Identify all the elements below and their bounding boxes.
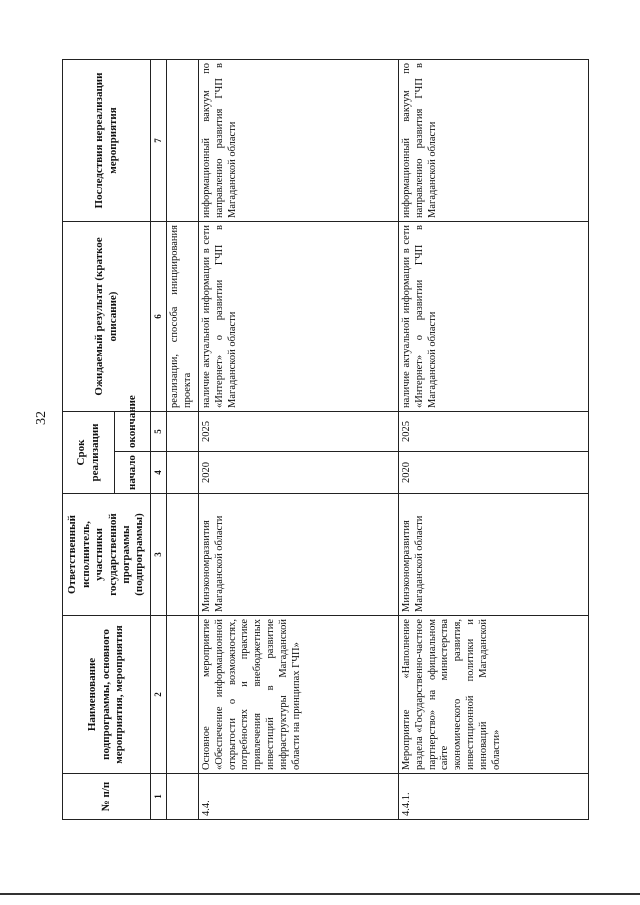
row-result: наличие актуальной информации в сети «Интернет» о развитии ГЧП в Магаданской области [398, 221, 588, 411]
col-number: 1 [151, 774, 167, 820]
row-executor: Минэкономразвития Магаданской области [398, 494, 588, 616]
row-num: 4.4.1. [398, 774, 588, 820]
col-number: 4 [151, 452, 167, 494]
continuation-result: реализации, способа инициирования проекта [166, 221, 198, 411]
page-number: 32 [34, 411, 49, 425]
row-result: наличие актуальной информации в сети «Интернет» о развитии ГЧП в Магаданской области [198, 221, 398, 411]
row-end: 2025 [398, 411, 588, 451]
header-name: Наименование подпрограммы, основного мероприятия, мероприятия [63, 616, 151, 774]
row-executor: Минэкономразвития Магаданской области [198, 494, 398, 616]
bottom-rule [0, 893, 640, 895]
rotated-table-container [62, 60, 630, 820]
header-term-end: окончание [115, 411, 151, 451]
row-consequences: информационный вакуум по направлению развития ГЧП в Магаданской области [198, 59, 398, 221]
row-num: 4.4. [198, 774, 398, 820]
table-row [198, 59, 398, 819]
col-number: 3 [151, 494, 167, 616]
row-end: 2025 [198, 411, 398, 451]
row-name: Основное мероприятие «Обеспечение информационной открытости о возможностях, потребностях и практике привлечения внебюджетных инвестиций в развитие инфраструктуры Магаданской области на принципах ГЧП» [198, 616, 398, 774]
continuation-row [166, 59, 198, 819]
header-term: Срок реализации [63, 411, 115, 493]
row-consequences: информационный вакуум по направлению развития ГЧП в Магаданской области [398, 59, 588, 221]
column-numbers-row [151, 59, 167, 819]
col-number: 5 [151, 411, 167, 451]
header-term-start: начало [115, 452, 151, 494]
header-executor: Ответственный исполнитель, участники государственной программы (подпрограммы) [63, 494, 151, 616]
row-name: Мероприятие «Наполнение раздела «Государственно-частное партнерство» на официальном сайте министерства экономического развития, инвестиционной политики и инноваций Магаданской области» [398, 616, 588, 774]
table-row [398, 59, 588, 819]
col-number: 6 [151, 221, 167, 411]
row-start: 2020 [398, 452, 588, 494]
row-start: 2020 [198, 452, 398, 494]
col-number: 2 [151, 616, 167, 774]
col-number: 7 [151, 59, 167, 221]
header-consequences: Последствия нереализации мероприятия [63, 59, 151, 221]
header-result: Ожидаемый результат (краткое описание) [63, 221, 151, 411]
measures-table [62, 59, 589, 820]
header-num: № п/п [63, 774, 151, 820]
